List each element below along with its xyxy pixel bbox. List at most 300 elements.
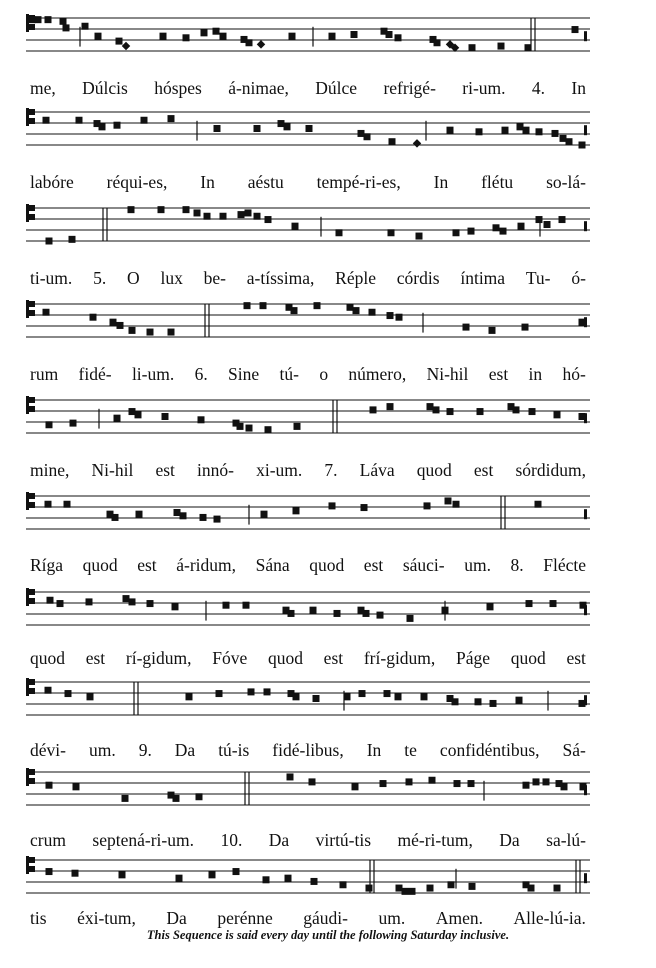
punctum-note (70, 420, 77, 427)
lyric-word: sórdidum, (515, 460, 586, 480)
lyric-word: fidé-libus, (272, 740, 344, 760)
custos-icon (584, 317, 587, 327)
punctum-note (183, 206, 190, 213)
lyric-word: septená-ri-um. (92, 830, 194, 850)
lyric-word: flétu (481, 172, 514, 192)
punctum-note (293, 507, 300, 514)
punctum-note (263, 876, 270, 883)
punctum-note (498, 43, 505, 50)
punctum-note (522, 324, 529, 331)
punctum-note (513, 406, 520, 413)
lyric-word: Da (174, 740, 196, 760)
punctum-note (172, 603, 179, 610)
lyric-word: quod (416, 460, 452, 480)
lyric-word: est (323, 648, 344, 668)
punctum-note (254, 213, 261, 220)
lyric-word: íntima (460, 268, 506, 288)
staff-7 (26, 584, 590, 647)
punctum-note (200, 514, 207, 521)
punctum-note (291, 307, 298, 314)
punctum-note (554, 411, 561, 418)
lyric-word: quod (267, 648, 303, 668)
lyric-word: 10. (220, 830, 243, 850)
punctum-note (388, 229, 395, 236)
punctum-note (329, 502, 336, 509)
punctum-note (213, 28, 220, 35)
lyric-word: labóre (30, 172, 74, 192)
lyric-word: Dúlcis (82, 78, 128, 98)
punctum-note (135, 411, 142, 418)
punctum-note (389, 138, 396, 145)
lyric-word: tempé-ri-es, (316, 172, 401, 192)
punctum-note (46, 782, 53, 789)
punctum-note (45, 16, 52, 23)
lyric-word: réqui-es, (106, 172, 168, 192)
punctum-note (429, 777, 436, 784)
punctum-note (340, 881, 347, 888)
punctum-note (407, 615, 414, 622)
punctum-note (201, 29, 208, 36)
punctum-note (402, 888, 409, 895)
punctum-note (336, 229, 343, 236)
punctum-note (198, 416, 205, 423)
punctum-note (352, 783, 359, 790)
punctum-note (370, 406, 377, 413)
custos-icon (584, 221, 587, 231)
lyric-word: est (137, 555, 157, 575)
punctum-note (123, 595, 130, 602)
punctum-note (313, 695, 320, 702)
punctum-note (73, 783, 80, 790)
lyric-line-9 (30, 830, 586, 851)
punctum-note (176, 875, 183, 882)
punctum-note (122, 795, 129, 802)
punctum-note (433, 406, 440, 413)
punctum-note (129, 598, 136, 605)
lyric-word: frí-gidum, (363, 648, 436, 668)
lyric-word: Alle-lú-ia. (513, 908, 586, 928)
punctum-note (196, 793, 203, 800)
lyric-word: est (155, 460, 175, 480)
lyric-word: o (319, 364, 329, 384)
punctum-note (395, 34, 402, 41)
c-clef-icon (26, 300, 35, 318)
punctum-note (245, 209, 252, 216)
punctum-note (117, 322, 124, 329)
lyric-word: lux (160, 268, 183, 288)
punctum-note (386, 31, 393, 38)
punctum-note (395, 693, 402, 700)
punctum-note (112, 514, 119, 521)
punctum-note (445, 497, 452, 504)
punctum-note (353, 307, 360, 314)
lyric-line-8 (30, 740, 586, 761)
punctum-note (216, 690, 223, 697)
punctum-note (158, 206, 165, 213)
punctum-note (237, 423, 244, 430)
punctum-note (136, 511, 143, 518)
punctum-note (351, 31, 358, 38)
lyric-word: In (200, 172, 215, 192)
lyric-word: perénne (217, 908, 273, 928)
punctum-note (204, 213, 211, 220)
lyric-word: ri-um. (462, 78, 506, 98)
staff-svg (26, 674, 590, 737)
custos-icon (584, 785, 587, 795)
lyric-word: crum (30, 830, 66, 850)
punctum-note (452, 698, 459, 705)
punctum-note (194, 209, 201, 216)
punctum-note (490, 700, 497, 707)
punctum-note (214, 125, 221, 132)
punctum-note (114, 415, 121, 422)
punctum-note (57, 600, 64, 607)
punctum-note (63, 24, 70, 31)
punctum-note (311, 878, 318, 885)
punctum-note (552, 130, 559, 137)
punctum-note (183, 34, 190, 41)
punctum-note (260, 302, 267, 309)
punctum-note (517, 123, 524, 130)
lyric-word: 7. (324, 460, 338, 480)
lyric-line-2 (30, 172, 586, 193)
punctum-note (99, 123, 106, 130)
punctum-note (566, 138, 573, 145)
punctum-note (447, 408, 454, 415)
punctum-note (141, 117, 148, 124)
rubric-footer: This Sequence is said every day until the following Saturday inclusive. (146, 928, 510, 942)
lyric-word: so-lá- (546, 172, 586, 192)
staff-svg (26, 296, 590, 359)
punctum-note (29, 16, 36, 23)
punctum-note (427, 885, 434, 892)
lyric-line-4 (30, 364, 586, 385)
punctum-note (306, 125, 313, 132)
custos-icon (584, 509, 587, 519)
lyric-word: ó- (571, 268, 586, 288)
punctum-note (536, 128, 543, 135)
punctum-note (46, 421, 53, 428)
rhombus-note (413, 139, 421, 147)
lyric-word: be- (203, 268, 226, 288)
lyric-word: um. (88, 740, 116, 760)
punctum-note (525, 44, 532, 51)
punctum-note (265, 426, 272, 433)
punctum-note (550, 600, 557, 607)
staff-2 (26, 104, 590, 167)
lyric-word: Ríga (30, 555, 64, 575)
lyric-word: In (433, 172, 449, 192)
lyric-word: Ni-hil (91, 460, 134, 480)
lyric-word: quod (30, 648, 65, 668)
lyric-word: fidé- (78, 364, 112, 384)
punctum-note (248, 688, 255, 695)
punctum-note (359, 690, 366, 697)
lyric-word: hóspes (154, 78, 202, 98)
custos-icon (584, 125, 587, 135)
lyric-word: sáuci- (402, 555, 445, 575)
punctum-note (265, 216, 272, 223)
punctum-note (119, 871, 126, 878)
punctum-note (366, 885, 373, 892)
punctum-note (261, 511, 268, 518)
punctum-note (69, 236, 76, 243)
punctum-note (579, 142, 586, 149)
punctum-note (358, 130, 365, 137)
lyric-word: est (85, 648, 106, 668)
punctum-note (162, 413, 169, 420)
punctum-note (95, 33, 102, 40)
punctum-note (174, 509, 181, 516)
staff-svg (26, 10, 590, 73)
punctum-note (380, 780, 387, 787)
punctum-note (363, 610, 370, 617)
punctum-note (289, 33, 296, 40)
punctum-note (487, 603, 494, 610)
lyric-word: aéstu (247, 172, 284, 192)
punctum-note (64, 501, 71, 508)
punctum-note (434, 39, 441, 46)
lyric-word: innó- (197, 460, 234, 480)
staff-svg (26, 200, 590, 263)
lyric-word: In (571, 78, 586, 98)
punctum-note (476, 128, 483, 135)
punctum-note (453, 501, 460, 508)
lyric-word: um. (464, 555, 491, 575)
punctum-note (147, 600, 154, 607)
punctum-note (310, 607, 317, 614)
punctum-note (516, 697, 523, 704)
lyric-word: te (404, 740, 417, 760)
punctum-note (554, 885, 561, 892)
punctum-note (293, 693, 300, 700)
lyric-word: sa-lú- (546, 830, 586, 850)
punctum-note (523, 782, 530, 789)
lyric-word: rum (30, 364, 59, 384)
lyric-word: refrigé- (383, 78, 436, 98)
punctum-note (220, 33, 227, 40)
lyric-word: est (488, 364, 509, 384)
punctum-note (502, 127, 509, 134)
punctum-note (421, 693, 428, 700)
punctum-note (82, 23, 89, 30)
punctum-note (87, 693, 94, 700)
punctum-note (344, 693, 351, 700)
lyric-line-1 (30, 78, 586, 99)
c-clef-icon (26, 588, 35, 606)
lyric-word: Láva (359, 460, 395, 480)
c-clef-icon (26, 204, 35, 222)
custos-icon (584, 873, 587, 883)
punctum-note (387, 403, 394, 410)
punctum-note (254, 125, 261, 132)
punctum-note (278, 120, 285, 127)
punctum-note (364, 133, 371, 140)
punctum-note (60, 18, 67, 25)
punctum-note (86, 598, 93, 605)
punctum-note (526, 600, 533, 607)
punctum-note (233, 868, 240, 875)
punctum-note (543, 778, 550, 785)
lyric-line-7 (30, 648, 586, 669)
punctum-note (285, 875, 292, 882)
lyric-word: est (566, 648, 586, 668)
lyric-word: Da (166, 908, 187, 928)
punctum-note (468, 228, 475, 235)
staff-3 (26, 200, 590, 263)
punctum-note (243, 602, 250, 609)
punctum-note (45, 687, 52, 694)
c-clef-icon (26, 768, 35, 786)
punctum-note (129, 408, 136, 415)
staff-svg (26, 392, 590, 455)
lyric-word: gáudi- (303, 908, 348, 928)
punctum-note (463, 324, 470, 331)
punctum-note (314, 302, 321, 309)
custos-icon (584, 31, 587, 41)
punctum-note (76, 117, 83, 124)
punctum-note (72, 870, 79, 877)
lyric-word: In (366, 740, 382, 760)
staff-5 (26, 392, 590, 455)
lyric-word: tú- (279, 364, 299, 384)
lyric-line-5 (30, 460, 586, 481)
punctum-note (559, 216, 566, 223)
punctum-note (387, 312, 394, 319)
punctum-note (572, 26, 579, 33)
custos-icon (584, 605, 587, 615)
lyric-word: confidéntibus, (439, 740, 540, 760)
staff-svg (26, 584, 590, 647)
lyric-word: tis (30, 908, 47, 928)
lyric-word: Fóve (212, 648, 248, 668)
lyric-word: um. (378, 908, 406, 928)
punctum-note (468, 780, 475, 787)
punctum-note (46, 238, 53, 245)
staff-1 (26, 10, 590, 73)
staff-svg (26, 104, 590, 167)
lyric-word: Amen. (435, 908, 483, 928)
punctum-note (47, 597, 54, 604)
punctum-note (147, 329, 154, 336)
rhombus-note (122, 42, 130, 50)
c-clef-icon (26, 678, 35, 696)
punctum-note (347, 304, 354, 311)
lyric-word: in (528, 364, 543, 384)
staff-svg (26, 488, 590, 551)
punctum-note (396, 885, 403, 892)
punctum-note (523, 127, 530, 134)
punctum-note (128, 206, 135, 213)
lyric-word: 4. (531, 78, 546, 98)
staff-svg (26, 852, 590, 915)
punctum-note (416, 233, 423, 240)
punctum-note (453, 229, 460, 236)
punctum-note (369, 309, 376, 316)
punctum-note (246, 39, 253, 46)
staff-10 (26, 852, 590, 915)
punctum-note (294, 423, 301, 430)
lyric-word: 8. (510, 555, 524, 575)
lyric-word: mé-ri-tum, (397, 830, 473, 850)
punctum-note (238, 211, 245, 218)
lyric-word: Réple (335, 268, 376, 288)
lyric-word: mine, (30, 460, 70, 480)
punctum-note (173, 795, 180, 802)
c-clef-icon (26, 856, 35, 874)
punctum-note (35, 16, 42, 23)
custos-icon (584, 695, 587, 705)
punctum-note (246, 425, 253, 432)
punctum-note (447, 127, 454, 134)
custos-icon (584, 413, 587, 423)
rhombus-note (257, 40, 265, 48)
lyric-word: rí-gidum, (125, 648, 192, 668)
punctum-note (536, 216, 543, 223)
punctum-note (168, 115, 175, 122)
lyric-word: 9. (138, 740, 152, 760)
c-clef-icon (26, 108, 35, 126)
punctum-note (442, 607, 449, 614)
lyric-word: 6. (194, 364, 208, 384)
lyric-word: xi-um. (256, 460, 303, 480)
punctum-note (264, 688, 271, 695)
punctum-note (535, 501, 542, 508)
punctum-note (186, 693, 193, 700)
punctum-note (424, 502, 431, 509)
punctum-note (396, 314, 403, 321)
punctum-note (114, 122, 121, 129)
lyric-word: Páge (456, 648, 491, 668)
lyric-word: éxi-tum, (77, 908, 136, 928)
lyric-word: Flécte (543, 555, 586, 575)
staff-4 (26, 296, 590, 359)
lyric-word: hó- (562, 364, 586, 384)
lyric-word: Da (499, 830, 520, 850)
staff-6 (26, 488, 590, 551)
punctum-note (65, 690, 72, 697)
lyric-word: Sá- (562, 740, 586, 760)
punctum-note (309, 778, 316, 785)
punctum-note (209, 871, 216, 878)
punctum-note (45, 501, 52, 508)
punctum-note (406, 778, 413, 785)
c-clef-icon (26, 396, 35, 414)
lyric-line-10 (30, 908, 586, 929)
lyric-word: Sine (228, 364, 260, 384)
lyric-line-3 (30, 268, 586, 289)
punctum-note (469, 883, 476, 890)
lyric-word: quod (82, 555, 118, 575)
punctum-note (533, 778, 540, 785)
punctum-note (110, 319, 117, 326)
lyric-word: á-nimae, (228, 78, 289, 98)
punctum-note (244, 302, 251, 309)
lyric-word: li-um. (131, 364, 175, 384)
punctum-note (168, 329, 175, 336)
punctum-note (284, 123, 291, 130)
punctum-note (287, 773, 294, 780)
punctum-note (43, 117, 50, 124)
lyric-line-6 (30, 555, 586, 576)
staff-8 (26, 674, 590, 737)
lyric-word: est (363, 555, 384, 575)
c-clef-icon (26, 492, 35, 510)
punctum-note (528, 885, 535, 892)
punctum-note (292, 223, 299, 230)
punctum-note (448, 881, 455, 888)
staff-svg (26, 764, 590, 827)
